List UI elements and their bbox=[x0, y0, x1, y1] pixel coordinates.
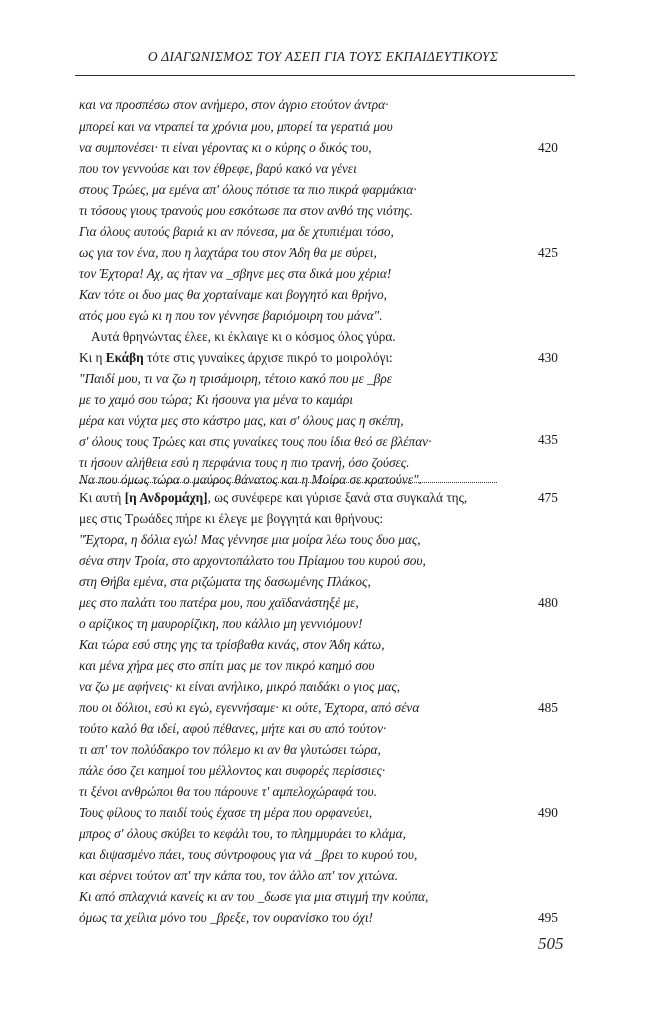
verse-line: που οι δόλιοι, εσύ κι εγώ, εγεννήσαμε· κι ούτε, Έχτορα, από σένα bbox=[79, 700, 420, 715]
verse-line bbox=[79, 350, 393, 366]
verse-line: Να που όμως τώρα ο μαύρος θάνατος και η Μοίρα σε κρατούνε". bbox=[79, 472, 422, 487]
verse-line: μέρα και νύχτα μες στο κάστρο μας, και σ' όλους μας η σκέπη, bbox=[79, 413, 404, 428]
line-number: 480 bbox=[538, 595, 558, 610]
verse-line bbox=[79, 490, 467, 506]
verse-line: που τον γεννούσε και τον έθρεφε, βαρύ κακό να γένει bbox=[79, 161, 357, 176]
verse-line: σένα στην Τροία, στο αρχοντοπάλατο του Πρίαμου του κυρού σου, bbox=[79, 553, 426, 568]
verse-line: ως για τον ένα, που η λαχτάρα του στον Άδη θα με σύρει, bbox=[79, 245, 377, 260]
verse-line: Και τώρα εσύ στης γης τα τρίσβαθα κινάς, στον Άδη κάτω, bbox=[79, 637, 385, 652]
verse-line: "Έχτορα, η δόλια εγώ! Μας γέννησε μια μοίρα λέω τους δυο μας, bbox=[79, 532, 421, 547]
verse-line: με το χαμό σου τώρα; Κι ήσουνα για μένα το καμάρι bbox=[79, 392, 354, 407]
verse-text: , ως συνέφερε και γύρισε ξανά στα συγκαλά της, bbox=[207, 490, 468, 505]
verse-text: Κι η bbox=[79, 350, 103, 365]
speaker-name: Εκάβη bbox=[105, 350, 144, 365]
verse-line: στους Τρώες, μα εμένα απ' όλους πότισε τα πιο πικρά φαρμάκια· bbox=[79, 182, 417, 197]
verse-line: τι τόσους γιους τρανούς μου εσκότωσε πα στον ανθό της νιότης. bbox=[79, 203, 413, 218]
verse-line: πάλε όσο ζει καημοί του μέλλοντος και συφορές περίσσιες· bbox=[79, 763, 386, 778]
running-header: Ο ΔΙΑΓΩΝΙΣΜΟΣ ΤΟΥ ΑΣΕΠ ΓΙΑ ΤΟΥΣ ΕΚΠΑΙΔΕΥΤΙΚΟΥΣ bbox=[147, 49, 499, 64]
speaker-name: [η Ανδρομάχη] bbox=[124, 490, 208, 505]
verse-line: τον Έχτορα! Αχ, ας ήταν να _σβηνε μες στα δικά μου χέρια! bbox=[79, 266, 392, 281]
verse-line: τι απ' τον πολύδακρο τον πόλεμο κι αν θα γλυτώσει τώρα, bbox=[79, 742, 381, 757]
verse-line: Κι από σπλαχνιά κανείς κι αν του _δωσε για μια στιγμή την κούπα, bbox=[79, 889, 429, 904]
verse-line: και να προσπέσω στον ανήμερο, στον άγριο ετούτον άντρα· bbox=[79, 97, 389, 112]
verse-line: Καν τότε οι δυο μας θα χορταίναμε και βογγητό και θρήνο, bbox=[79, 287, 387, 302]
verse-line: να συμπονέσει· τι είναι γέροντας κι ο κύρης ο δικός του, bbox=[79, 140, 372, 155]
verse-line: σ' όλους τους Τρώες και στις γυναίκες τους που ίδια θεό σε βλέπαν· bbox=[79, 434, 432, 449]
verse-line: τι ήσουν αλήθεια εσύ η περφάνια τους η πιο τρανή, όσο ζούσες. bbox=[79, 455, 410, 470]
verse-line: τούτο καλό θα ιδεί, αφού πέθανες, μήτε και συ από τούτον· bbox=[79, 721, 387, 736]
verse-line: και σέρνει τούτον απ' την κάπα του, τον άλλο απ' τον χιτώνα. bbox=[79, 868, 399, 883]
verse-line: όμως τα χείλια μόνο του _βρεξε, τον ουρανίσκο του όχι! bbox=[79, 910, 373, 925]
line-number: 425 bbox=[538, 245, 558, 260]
line-number: 475 bbox=[538, 490, 558, 505]
line-number: 430 bbox=[538, 350, 558, 365]
verse-line: και διψασμένο πάει, τους σύντροφους για νά _βρει το κυρού του, bbox=[79, 847, 418, 862]
verse-text: Κι αυτή bbox=[79, 490, 122, 505]
verse-line: ατός μου εγώ κι η που τον γέννησε βαριόμοιρη του μάνα". bbox=[79, 308, 383, 323]
verse-line: "Παιδί μου, τι να ζω η τρισάμοιρη, τέτοιο κακό που με _βρε bbox=[79, 371, 393, 386]
section-separator bbox=[79, 482, 497, 483]
verse-line: Τους φίλους το παιδί τούς έχασε τη μέρα που ορφανεύει, bbox=[79, 805, 373, 820]
verse-line: μες στο παλάτι του πατέρα μου, που χαϊδανάστηξέ με, bbox=[79, 595, 359, 610]
verse-line: μες στις Τρωάδες πήρε κι έλεγε με βογγητά και θρήνους: bbox=[79, 511, 384, 526]
verse-line: να ζω με αφήνεις· κι είναι ανήλικο, μικρό παιδάκι ο γιος μας, bbox=[79, 679, 401, 694]
page-number: 505 bbox=[538, 934, 564, 953]
line-number: 435 bbox=[538, 432, 558, 447]
verse-line: μπορεί και να ντραπεί τα χρόνια μου, μπορεί τα γερατιά μου bbox=[79, 119, 393, 134]
verse-line: και μένα χήρα μες στο σπίτι μας με τον πικρό καημό σου bbox=[79, 658, 375, 673]
verse-line: μπρος σ' όλους σκύβει το κεφάλι του, το πλημμυράει το κλάμα, bbox=[79, 826, 406, 841]
line-number: 420 bbox=[538, 140, 558, 155]
line-number: 495 bbox=[538, 910, 558, 925]
line-number: 485 bbox=[538, 700, 558, 715]
verse-text: τότε στις γυναίκες άρχισε πικρό το μοιρολόγι: bbox=[146, 350, 393, 365]
verse-line: Αυτά θρηνώντας έλεε, κι έκλαιγε κι ο κόσμος όλος γύρα. bbox=[91, 329, 396, 344]
verse-line: στη Θήβα εμένα, στα ριζώματα της δασωμένης Πλάκος, bbox=[79, 574, 371, 589]
header-rule bbox=[75, 75, 575, 76]
line-number: 490 bbox=[538, 805, 558, 820]
verse-line: Για όλους αυτούς βαριά κι αν πόνεσα, μα δε χτυπιέμαι τόσο, bbox=[79, 224, 394, 239]
verse-line: τι ξένοι ανθρώποι θα του πάρουνε τ' αμπελοχώραφά του. bbox=[79, 784, 377, 799]
verse-line: ο αρίζικος τη μαυρορίζικη, που κάλλιο μη γεννιόμουν! bbox=[79, 616, 363, 631]
